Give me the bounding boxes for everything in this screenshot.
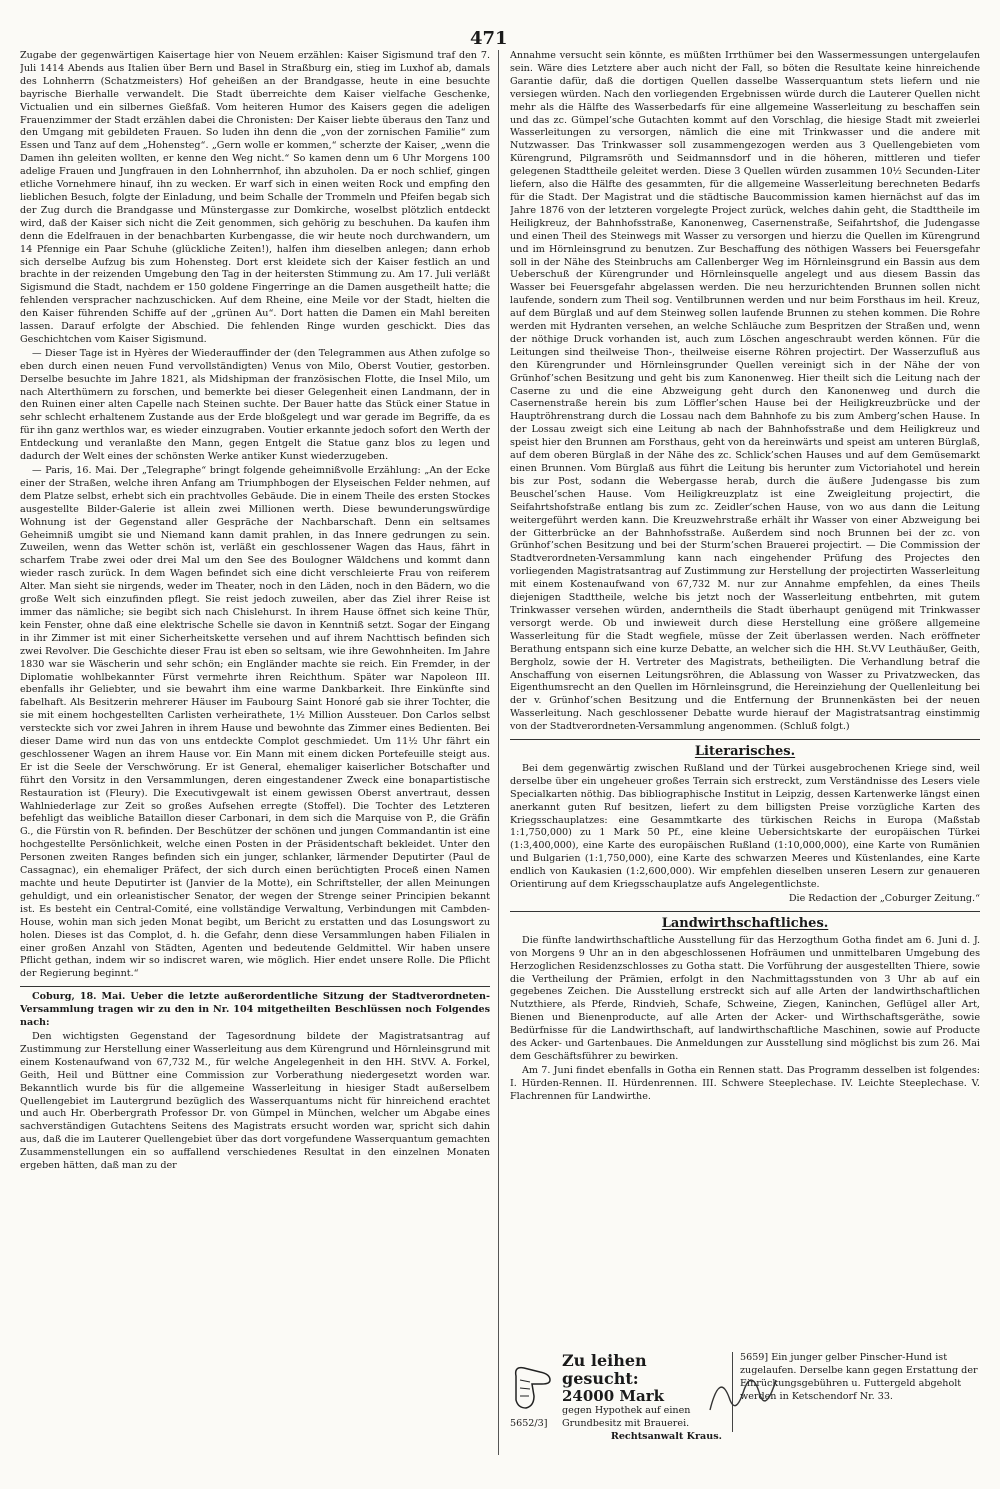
section-heading-literary: Literarisches.: [694, 744, 796, 760]
column-divider: [498, 50, 499, 1455]
article-agriculture-races: Am 7. Juni findet ebenfalls in Gotha ein Rennen statt. Das Programm desselben ist folgendes: I. Hürden-Rennen. II. Hürdenrennen. III. Schwere Steeplechase. IV. Leichte Steeplechase. V. Flachrennen für Landwirthe.: [510, 1064, 980, 1102]
right-column: [510, 50, 980, 1460]
article-emperor-sigismund: Zugabe der gegenwärtigen Kaisertage hier von Neuem erzählen: Kaiser Sigismund traf den 7. Juli 1414 Abends aus Italien über Bern und Basel in Straßburg ein, stieg im Luxhof ab, damals des Lohnherrn (Schatzmeisters) Hof geheißen an der Brandgasse, heute in eine besuchte bayrische Bierhalle verwandelt. Die Stadt überreichte dem Kaiser vielfache Geschenke, Victualien und ein silbernes Gießfaß. Vom heiteren Humor des Kaisers gegen die adeligen Frauenzimmer der Stadt erzählen dabei die Chronisten: Der Kaiser liebte überaus den Tanz und den Umgang mit gebildeten Frauen. So luden ihn denn die „von der zornischen Familie“ zum Essen und Tanz auf dem „Hohensteg“. „Gern wolle er kommen,“ scherzte der Kaiser, „wenn die Damen ihn geleiten wollten, er kenne den Weg nicht.“ So kamen denn um 6 Uhr Morgens 100 adelige Frauen und Jungfrauen in den Lohnherrnhof, ihn abzuholen. Da er noch schlief, gingen etliche Vornehmere hinauf, ihn zu wecken. Er warf sich in einen weiten Rock und empfing den lieblichen Besuch, folgte der Einladung, und beim Schalle der Trommeln und Pfeifen begab sich der Zug durch die Brandgasse und Münstergasse zur Domkirche, woselbst plötzlich entdeckt wird, daß der Kaiser sich nicht die Zeit genommen, sich gehörig zu beschuhen. Da kaufen ihm denn die Edelfrauen in der benachbarten Kurbengasse, die wir heute noch durchwandern, um 14 Pfennige ein Paar Schuhe (glückliche Zeiten!), halfen ihm dieselben anlegen; dann erhob sich derselbe Aufzug bis zum Hohensteg. Dort erst kleidete sich der Kaiser festlich an und brachte in der reizenden Umgebung den Tag in der heitersten Stimmung zu. Am 17. Juli verläßt Sigismund die Stadt, nachdem er 150 goldene Fingerringe an die Damen ausgetheilt hatte; die fehlenden verspracher nachzuschicken. Auf dem Rheine, eine Meile vor der Stadt, hielten die den Kaiser führenden Schiffe auf der „grünen Au“. Dort hatten die Damen ein Mahl bereiten lassen. Darauf erfolgte der Abschied. Die fehlenden Ringe wurden geschickt. Dies das Geschichtchen vom Kaiser Sigismund.: [20, 50, 490, 345]
article-venus-milo: — Dieser Tage ist in Hyères der Wiederauffinder der (den Telegrammen aus Athen zufolge so eben durch einen neuen Fund vervollständigten) Venus von Milo, Oberst Voutier, gestorben. Derselbe besuchte im Jahre 1821, als Midshipman der französischen Flotte, die Insel Milo, um nach Alterthümern zu forschen, und bemerkte bei dieser Gelegenheit einen Landmann, der in den Ruinen einer alten Capelle nach Steinen suchte. Der Bauer hatte das Stück einer Statue in sehr schlecht erhaltenem Zustande aus der Erde bloßgelegt und war gerade im Begriffe, da es für ihn ganz werthlos war, es wieder einzugraben. Voutier erkannte jedoch sofort den Werth der Entdeckung und veranlaßte den Mann, gegen Entgelt die Statue ganz blos zu legen und dadurch der Welt eines der schönsten Werke antiker Kunst wiederzugeben.: [20, 347, 490, 463]
section-heading-agriculture: Landwirthschaftliches.: [661, 915, 829, 931]
ad-loan-agent: Rechtsanwalt Kraus.: [610, 1430, 722, 1442]
literary-signature: Die Redaction der „Coburger Zeitung.“: [788, 893, 980, 904]
left-column: [20, 50, 490, 1460]
ad-loan-text: gegen Hypothek auf einen Grundbesitz mit Brauerei.: [562, 1405, 691, 1429]
ad-loan: [510, 1351, 725, 1442]
section-divider: [510, 911, 980, 912]
section-divider: [20, 986, 490, 987]
ad-dog-text: 5659] Ein junger gelber Pinscher-Hund ist zugelaufen. Derselbe kann gegen Erstattung der Einrückungsgebühren u. Futtergeld abgeholt werden in Ketschendorf Nr. 33.: [740, 1352, 978, 1402]
ad-loan-amount: 24000 Mark: [562, 1387, 665, 1405]
article-coburg-continued: Annahme versucht sein könnte, es müßten Irrthümer bei den Wassermessungen untergelaufen sein. Wäre dies Letztere aber auch nicht der Fall, so böten die Resultate keine hinreichende Garantie dafür, daß die dortigen Quellen dasselbe Wasserquantum stets liefern und nie versiegen würden. Nach den vorliegenden Ergebnissen würde durch die Lauterer Quellen nicht mehr als die Hälfte des Wasserbedarfs für eine allgemeine Wasserleitung zu beschaffen sein und das zc. Gümpel’sche Gutachten kommt auf den Vorschlag, die hiesige Stadt mit zweierlei Wasserleitungen zu versorgen, nämlich die eine mit Trinkwasser und die andere mit Nutzwasser. Das Trinkwasser soll zusammengezogen werden aus 3 Quellengebieten vom Kürengrund, Pilgramsröth und Seidmannsdorf und in die höheren, mittleren und tiefer gelegenen Stadttheile geleitet werden. Diese 3 Quellen würden zusammen 10½ Secunden-Liter liefern, also die Hälfte des gesammten, für die allgemeine Wasserleitung berechneten Bedarfs für die Stadt. Der Magistrat und die städtische Baucommission kamen hiernächst auf das im Jahre 1876 von der letzteren vorgelegte Project zurück, welches dahin geht, die Stadttheile im Heiligkreuz, der Bahnhofsstraße, Kanonenweg, Casernenstraße, Seifahrtshof, die Judengasse und einen Theil des Steinwegs mit Wasser zu versorgen und hierzu die Quellen im Kürengrund und im Hörnleinsgrund zu benutzen. Zur Beschaffung des nöthigen Wassers bei Feuersgefahr soll in der Nähe des Steinbruchs am Callenberger Weg im Hörnleinsgrund ein Bassin aus dem Ueberschuß der Kürengrunder und Hörnleinsquelle angelegt und aus diesem Bassin das Wasser bei Feuersgefahr abgelassen werden. Die neu herzurichtenden Brunnen sollen nicht laufende, sondern zum Theil sog. Ventilbrunnen werden und nur beim Forsthaus im heil. Kreuz, auf dem Bürglaß und auf dem Steinweg sollen laufende Brunnen zu stehen kommen. Die Rohre werden mit Hydranten versehen, an welche Schläuche zum Bespritzen der Straßen und, wenn der nöthige Druck vorhanden ist, auch zum Löschen angeschraubt werden können. Für die Leitungen sind theilweise Thon-, theilweise eiserne Röhren projectirt. Der Wasserzufluß aus den Kürengrunder und Hörnleinsgrunder Quellen vereinigt sich in der Nähe der von Grünhof’schen Besitzung und geht bis zum Kanonenweg. Hier theilt sich die Leitung nach der Caserne zu und die eine Abzweigung geht durch den Kanonenweg und durch die Casernenstraße herein bis zum Löffler’schen Hause bei der Heiligkreuzbrücke und der Hauptröhrenstrang durch die Lossau nach dem Bahnhofe zu bis zum Amberg’schen Hause. In der Lossau zweigt sich eine Leitung ab nach der Bahnhofsstraße und dem Heiligkreuz und speist hier den Brunnen am Forsthaus, geht von da hereinwärts und speist am unteren Bürglaß, auf dem oberen Bürglaß in der Nähe des zc. Schlick’schen Hauses und auf dem Gemüsemarkt einen Brunnen. Vom Bürglaß aus führt die Leitung bis herunter zum Victoriahotel und herein bis zur Post, sodann die Webergasse herab, durch die äußere Judengasse bis zum Beuschel’schen Hause. Vom Heiligkreuzplatz ist eine Zweigleitung projectirt, die Seifahrtshofstraße entlang bis zum zc. Zeidler’schen Hause, von wo aus dann die Leitung weitergeführt werden kann. Die Kreuzwehrstraße erhält ihr Wasser von einer Abzweigung bei der Gitterbrücke an der Bahnhofsstraße. Außerdem sind noch Brunnen bei der zc. von Grünhof’schen Besitzung und bei der Sturm’schen Brauerei projectirt. — Die Commission der Stadtverordneten-Versammlung kann nach eingehender Prüfung des Projectes den vorliegenden Magistratsantrag auf Zustimmung zur Herstellung der projectirten Wasserleitung mit einem Kostenaufwand von 67,732 M. nur zur Annahme empfehlen, da eines Theils diejenigen Stadttheile, welche bis jetzt noch der Wasserleitung entbehrten, mit gutem Trinkwasser versehen würden, anderntheils die Stadt überhaupt genügend mit Trinkwasser versorgt werde. Ob und inwieweit durch diese Herstellung eine größere allgemeine Wasserleitung für die Stadt wegfiele, müsse der Zeit überlassen werden. Nach eröffneter Berathung entspann sich eine kurze Debatte, an welcher sich die HH. St.VV Leuthäußer, Geith, Bergholz, sowie der H. Vertreter des Magistrats, betheiligten. Die Verhandlung betraf die Anschaffung von eisernen Leitungsröhren, die Ablassung von Wasser zu Privatzwecken, das Eigenthumsrecht an den Quellen im Hörnleinsgrund, die Hereinziehung der Quellenleitung bei der v. Grünhof’schen Besitzung und die Entfernung der Brunnenkästen bei der neuen Wasserleitung. Nach geschlossener Debatte wurde hierauf der Magistratsantrag einstimmig von der Stadtverordneten-Versammlung angenommen. (Schluß folgt.): [510, 50, 980, 733]
section-divider: [510, 739, 980, 740]
ad-loan-title: Zu leihen gesucht:: [562, 1351, 647, 1388]
article-literary: Bei dem gegenwärtig zwischen Rußland und der Türkei ausgebrochenen Kriege sind, weil derselbe über ein ungeheuer großes Terrain sich erstreckt, zum Verständnisse des Lesers viele Specialkarten nöthig. Das bibliographische Institut in Leipzig, dessen Kartenwerke längst einen anerkannt guten Ruf besitzen, liefert zu dem billigsten Preise vorzügliche Karten des Kriegsschauplatzes: eine Gesammtkarte des türkischen Reichs in Europa (Maßstab 1:1,750,000) zu 1 Mark 50 Pf., eine kleine Uebersichtskarte der europäischen Türkei (1:3,400,000), eine Karte des europäischen Rußland (1:10,000,000), eine Karte von Rumänien und Bulgarien (1:1,750,000), eine Karte des schwarzen Meeres und Küstenlandes, eine Karte endlich von Kaukasien (1:2,600,000). Wir empfehlen dieselben unseren Lesern zur genaueren Orientirung auf dem Kriegsschauplatze aufs Angelegentlichste.: [510, 762, 980, 891]
page-number: 471: [470, 28, 508, 49]
pointing-hand-icon: [510, 1356, 556, 1414]
article-agriculture: Die fünfte landwirthschaftliche Ausstellung für das Herzogthum Gotha findet am 6. Juni d. J. von Morgens 9 Uhr an in den abgeschlossenen Hofräumen und unmittelbaren Umgebung des Herzoglichen Residenzschlosses zu Gotha statt. Die Vorführung der ausgestellten Thiere, sowie die Vertheilung der Prämien, erfolgt in den Nachmittagsstunden von 3 Uhr ab auf ein gegebenes Zeichen. Die Ausstellung erstreckt sich auf alle Arten der landwirthschaftlichen Nutzthiere, als Pferde, Rindvieh, Schafe, Schweine, Ziegen, Kaninchen, Geflügel aller Art, Bienen und Bienenproducte, auf alle Arten der Acker- und Wirthschaftsgeräthe, sowie Bedürfnisse für die Landwirthschaft, auf landwirthschaftliche Maschinen, sowie auf Producte des Acker- und Gartenbaues. Die Anmeldungen zur Ausstellung sind möglichst bis zum 26. Mai dem Geschäftsführer zu bewirken.: [510, 934, 980, 1062]
article-coburg-intro: Coburg, 18. Mai. Ueber die letzte außerordentliche Sitzung der Stadtverordneten-Versammlung tragen wir zu den in Nr. 104 mitgetheilten Beschlüssen noch Folgendes nach:: [20, 991, 490, 1029]
article-paris: — Paris, 16. Mai. Der „Telegraphe“ bringt folgende geheimnißvolle Erzählung: „An der Ecke einer der Straßen, welche ihren Anfang am Triumphbogen der Elyseischen Felder nehmen, auf dem Platze selbst, erhebt sich ein prachtvolles Gebäude. Die in einem Theile des ersten Stockes ausgestellte Bilder-Galerie ist allein zwei Millionen werth. Diese bewunderungswürdige Wohnung ist der Gegenstand aller Gespräche der Nachbarschaft. Denn ein seltsames Geheimniß umgibt sie und Niemand kann damit prahlen, in das Innere gedrungen zu sein. Zuweilen, wenn das Wetter schön ist, verläßt ein geschlossener Wagen das Haus, fährt in scharfem Trabe zwei oder drei Mal um den See des Boulogner Wäldchens und kommt dann wieder rasch zurück. In dem Wagen befindet sich eine dicht verschleierte Frau von reiferem Alter. Man sieht sie nirgends, weder im Theater, noch in den Läden, noch in den Bädern, wo die große Welt sich einzufinden pflegt. Sie reist jedoch zuweilen, aber das Ziel ihrer Reise ist immer das nämliche; sie begibt sich nach Chislehurst. In ihrem Hause öffnet sich keine Thür, kein Fenster, ohne daß eine elektrische Schelle sie davon in Kenntniß setzt. Sogar der Eingang in ihr Zimmer ist mit einer Sicherheitskette versehen und auf ihrem Nachttisch befinden sich zwei Revolver. Die Geschichte dieser Frau ist eben so seltsam, wie ihre Gewohnheiten. Im Jahre 1830 war sie Wäscherin und sehr schön; ein Engländer machte sie reich. Ein Fremder, in der Diplomatie wohlbekannter Fürst vermehrte ihren Reichthum. Später war Napoleon III. ebenfalls ihr Geliebter, und sie bewahrt ihm eine warme Dankbarkeit. Ihre Einkünfte sind fabelhaft. Als Besitzerin mehrerer Häuser im Faubourg Saint Honoré gab sie ihrer Tochter, die sie mit einem hochgestellten Carlisten verheirathete, 1½ Million Aussteuer. Don Carlos selbst versteckte sich vor zwei Jahren in ihrem Hause und bewohnte das Zimmer eines Bedienten. Bei dieser Dame wird nun das von uns entdeckte Complot geschmiedet. Um 11½ Uhr fährt ein geschlossener Wagen an ihrem Hause vor. Ein Mann mit einem dicken Portefeuille steigt aus. Er ist die Seele der Verschwörung. Er ist General, ehemaliger kaiserlicher Botschafter und führt den Vorsitz in den Versammlungen, deren eingestandener Zweck eine bonapartistische Restauration ist (Fleury). Die Executivgewalt ist einem gewissen Oberst anvertraut, dessen Wahlniederlage zur Zeit so großes Aufsehen erregte (Stoffel). Die Tochter des Letzteren befehligt das weibliche Bataillon dieser Carbonari, in dem sich die Marquise von P., die Gräfin G., die Fürstin von R. befinden. Der Beschützer der schönen und jungen Commandantin ist eine hochgestellte Persönlichkeit, welche einen Posten in der Präsidentschaft bekleidet. Unter den Personen zweiten Ranges befinden sich ein junger, schlanker, lärmender Deputirter (Paul de Cassagnac), ein ehemaliger Präfect, der sich durch einen berüchtigten Proceß einen Namen machte und heute Deputirter ist (Janvier de la Motte), ein Schriftsteller, der allen Meinungen gehuldigt, und ein orleanistischer Senator, der wegen der Strenge seiner Principien bekannt ist. Es besteht ein Central-Comité, eine vollständige Verwaltung, Verbindungen mit Cambden-House, wohin man sich jeden Monat begibt, um Bericht zu erstatten und das Losungswort zu holen. Dieses ist das Complot, d. h. die Gefahr, denn diese Versammlungen haben Filialen in einer großen Anzahl von Städten, Agenten und bedeutende Geldmittel. Wir haben unsere Pflicht gethan, indem wir so indiscret waren, wie möglich. Hier endet unsere Rolle. Die Pflicht der Regierung beginnt.“: [20, 465, 490, 980]
ad-loan-ref: 5652/3]: [510, 1418, 548, 1429]
article-coburg-body: Den wichtigsten Gegenstand der Tagesordnung bildete der Magistratsantrag auf Zustimmung zur Herstellung einer Wasserleitung aus dem Kürengrund und Hörnleinsgrund mit einem Kostenaufwand von 67,732 M., für welche Angelegenheit in den HH. StVV. A. Forkel, Geith, Heil und Büttner eine Commission zur Vorberathung niedergesetzt worden war. Bekanntlich wurde bis für die allgemeine Wasserleitung in hiesiger Stadt außerselbem Quellengebiet im Lautergrund bezüglich des Wasserquantums nicht für hinreichend erachtet und auch Hr. Oberbergrath Professor Dr. von Gümpel in München, welcher um Abgabe eines sachverständigen Gutachtens Seitens des Magistrats ersucht worden war, spricht sich dahin aus, daß die im Lauterer Quellengebiet über das dort vorgefundene Wasserquantum gemachten Zusammenstellungen ein so auffallend verschiedenes Resultat in den einzelnen Monaten ergeben hätten, daß man zu der: [20, 1030, 490, 1172]
handwritten-mark: [700, 1360, 790, 1420]
